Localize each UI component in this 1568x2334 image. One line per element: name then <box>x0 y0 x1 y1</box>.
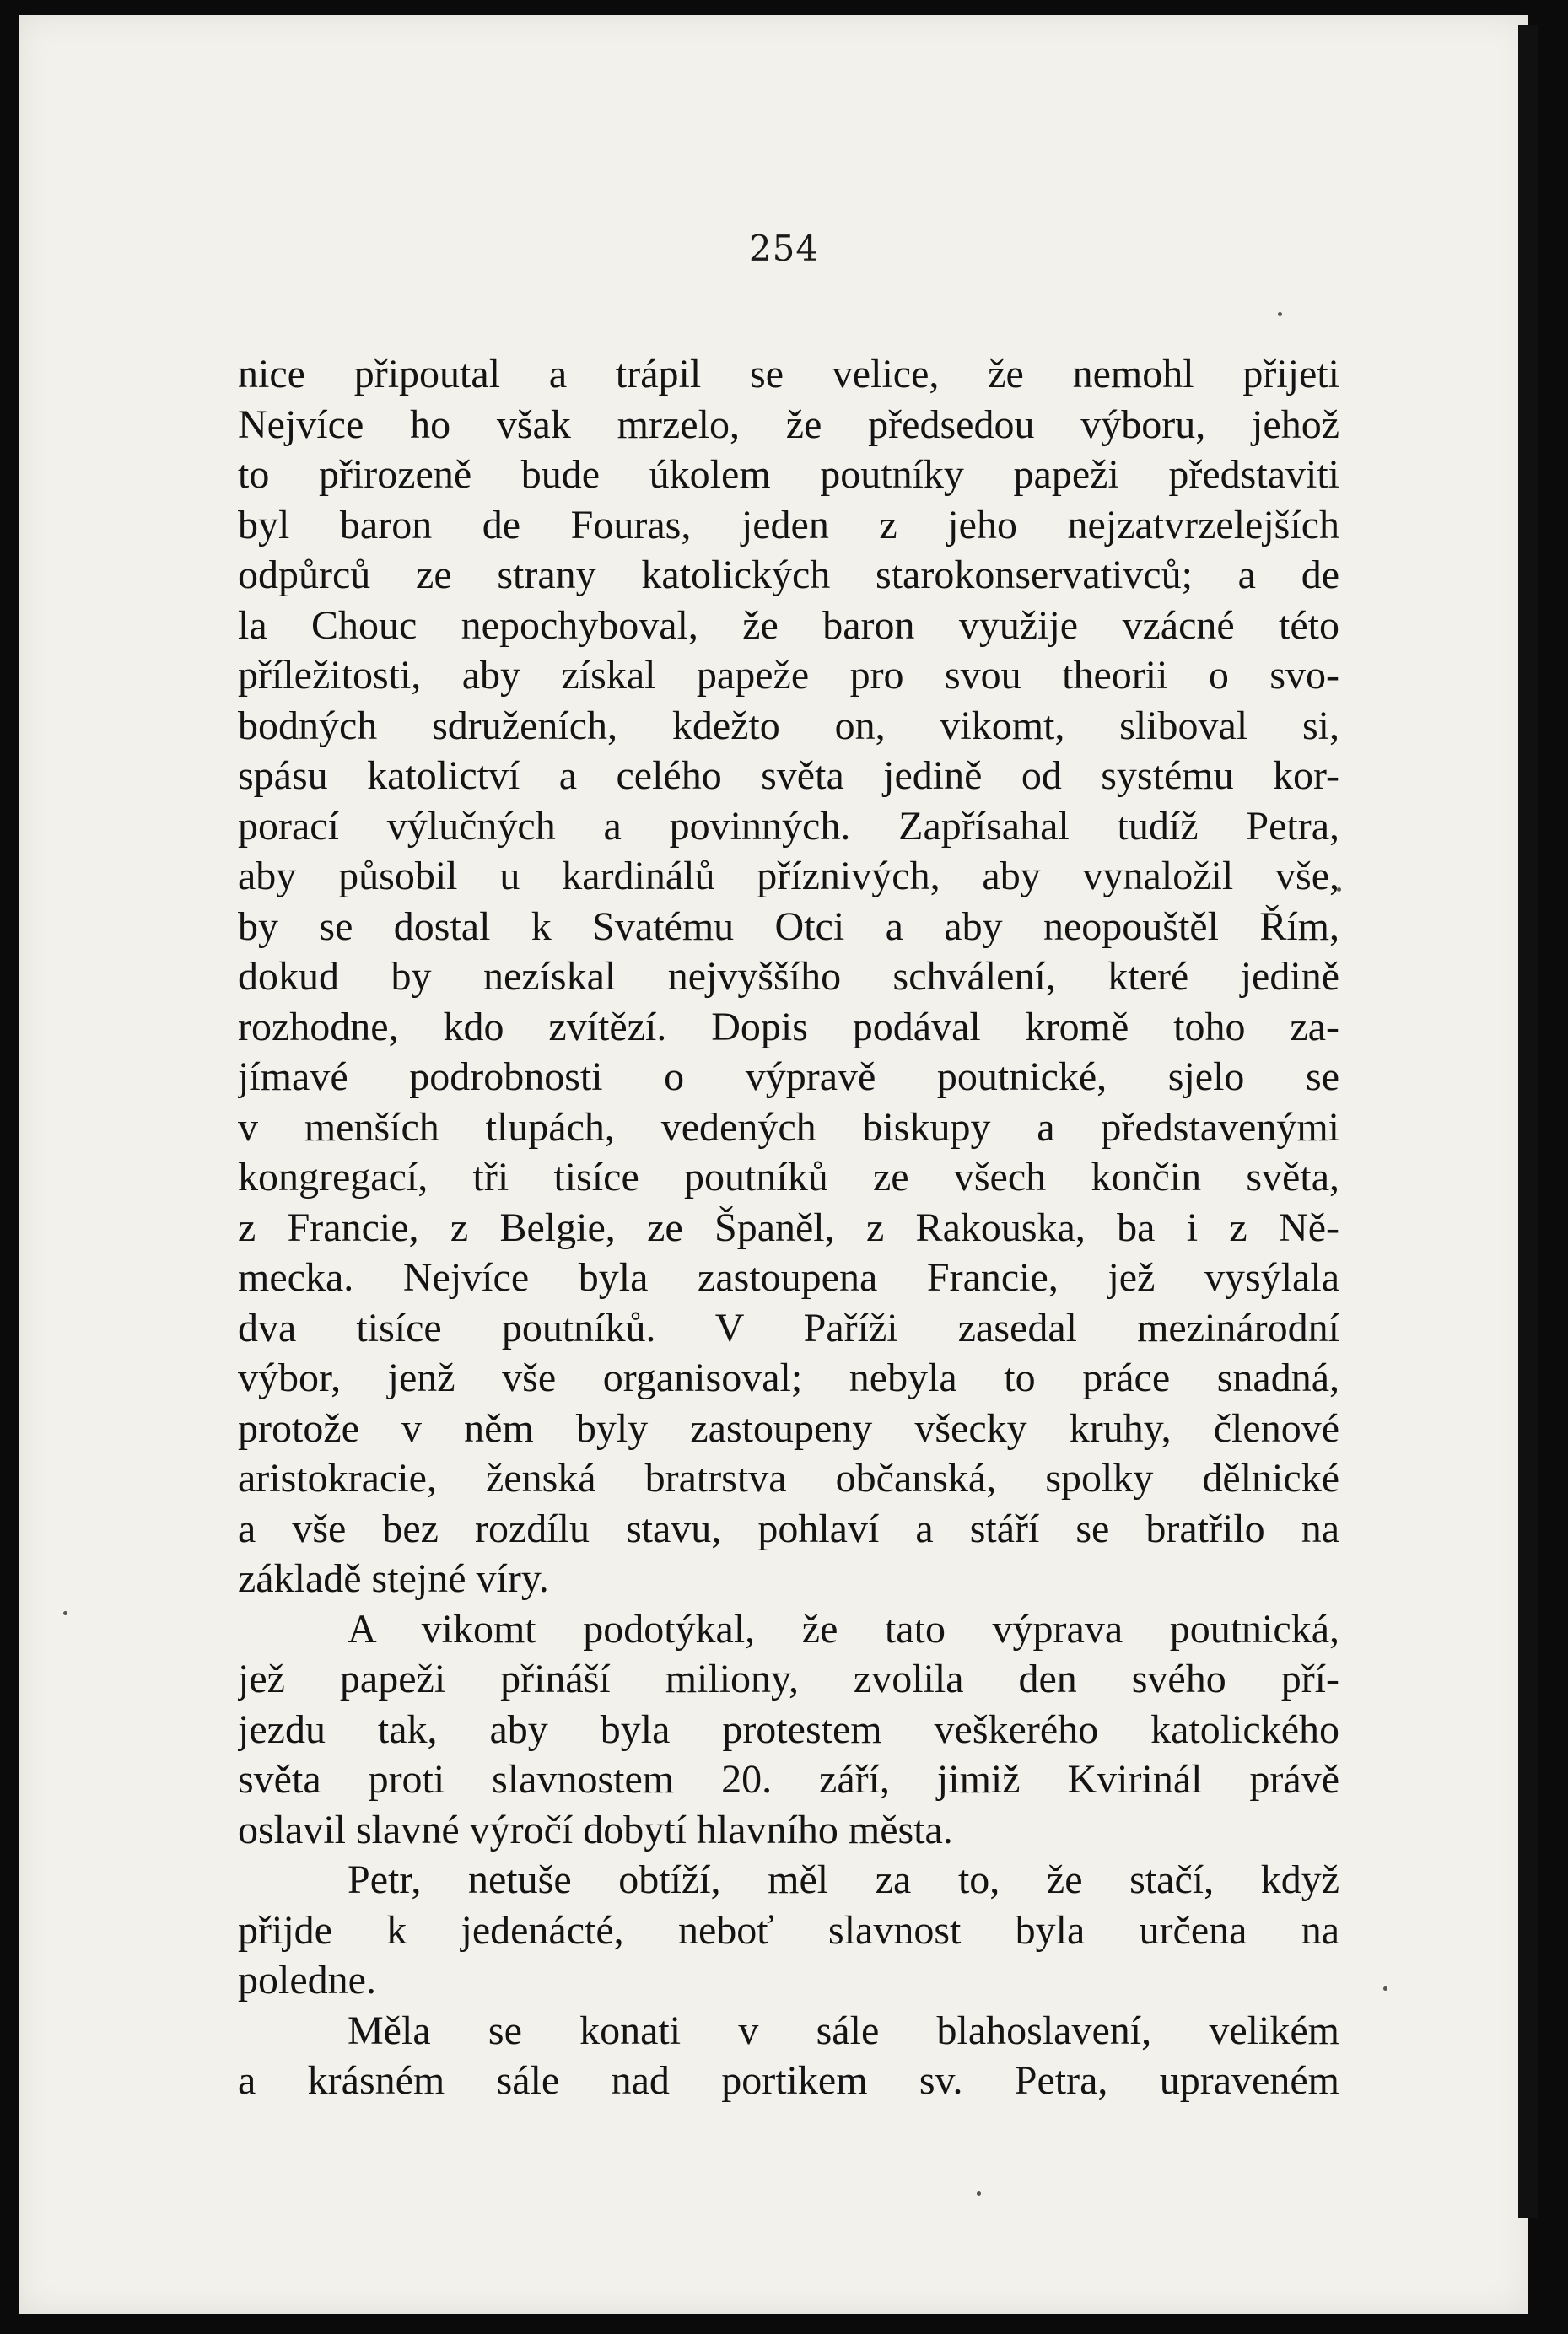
text-line: to přirozeně bude úkolem poutníky papeži představiti <box>238 452 1339 497</box>
text-line: výbor, jenž vše organisoval; nebyla to práce snadná, <box>238 1356 1339 1400</box>
text-line: bodných sdruženích, kdežto on, vikomt, sliboval si, <box>238 703 1339 748</box>
text-line: a vše bez rozdílu stavu, pohlaví a stáří se bratřilo na <box>238 1506 1339 1551</box>
paper-speck <box>1278 312 1282 316</box>
text-line: aby působil u kardinálů příznivých, aby vynaložil vše, <box>238 854 1339 898</box>
text-line: odpůrců ze strany katolických starokonservativců; a de <box>238 553 1339 597</box>
text-line: a krásném sále nad portikem sv. Petra, upraveném <box>238 2058 1339 2103</box>
text-line: základě stejné víry. <box>238 1556 549 1601</box>
text-line: jež papeži přináší miliony, zvolila den svého pří- <box>238 1657 1339 1701</box>
text-line: byl baron de Fouras, jeden z jeho nejzatvrzelejších <box>238 502 1339 547</box>
text-line: mecka. Nejvíce byla zastoupena Francie, jež vysýlala <box>238 1255 1339 1300</box>
text-line: aristokracie, ženská bratrstva občanská, spolky dělnické <box>238 1456 1339 1501</box>
text-line: nice připoutal a trápil se velice, že nemohl přijeti <box>238 352 1339 396</box>
text-line: poledne. <box>238 1958 376 2002</box>
text-line: protože v něm byly zastoupeny všecky kruhy, členové <box>238 1405 1339 1451</box>
text-line: by se dostal k Svatému Otci a aby neopouštěl Řím, <box>238 903 1339 949</box>
text-line: jezdu tak, aby byla protestem veškerého katolického <box>238 1706 1339 1752</box>
text-line: Měla se konati v sále blahoslavení, velikém <box>348 2008 1339 2053</box>
text-line: jímavé podrobnosti o výpravě poutnické, sjelo se <box>238 1054 1339 1099</box>
text-line: Petr, netuše obtíží, měl za to, že stačí, když <box>348 1857 1339 1902</box>
text-line: kongregací, tři tisíce poutníků ze všech končin světa, <box>238 1155 1339 1199</box>
page-edge-shadow <box>1518 25 1538 2218</box>
text-line: přijde k jedenácté, neboť slavnost byla určena na <box>238 1907 1339 1953</box>
page-number: 254 <box>748 228 820 269</box>
text-line: Nejvíce ho však mrzelo, že předsedou výboru, jehož <box>238 402 1339 447</box>
text-line: dokud by nezískal nejvyššího schválení, které jedině <box>238 954 1339 999</box>
text-line: v menších tlupách, vedených biskupy a představenými <box>238 1104 1339 1150</box>
text-line: příležitosti, aby získal papeže pro svou theorii o svo- <box>238 653 1339 698</box>
paper-speck <box>1383 1986 1387 1991</box>
text-line: rozhodne, kdo zvítězí. Dopis podával kromě toho za- <box>238 1004 1339 1049</box>
body-text <box>238 349 1339 2106</box>
text-line: A vikomt podotýkal, že tato výprava poutnická, <box>348 1606 1339 1652</box>
text-line: světa proti slavnostem 20. září, jimiž Kvirinál právě <box>238 1757 1339 1802</box>
text-line: z Francie, z Belgie, ze Španěl, z Rakouska, ba i z Ně- <box>238 1205 1339 1250</box>
paper-speck <box>977 2191 981 2196</box>
text-line: dva tisíce poutníků. V Paříži zasedal mezinárodní <box>238 1305 1339 1350</box>
text-line: porací výlučných a povinných. Zapřísahal tudíž Petra, <box>238 803 1339 849</box>
text-line: la Chouc nepochyboval, že baron využije vzácné této <box>238 602 1339 648</box>
text-line: oslavil slavné výročí dobytí hlavního města. <box>238 1807 953 1852</box>
paper-speck <box>63 1611 67 1615</box>
text-line: spásu katolictví a celého světa jedině od systému kor- <box>238 753 1339 798</box>
